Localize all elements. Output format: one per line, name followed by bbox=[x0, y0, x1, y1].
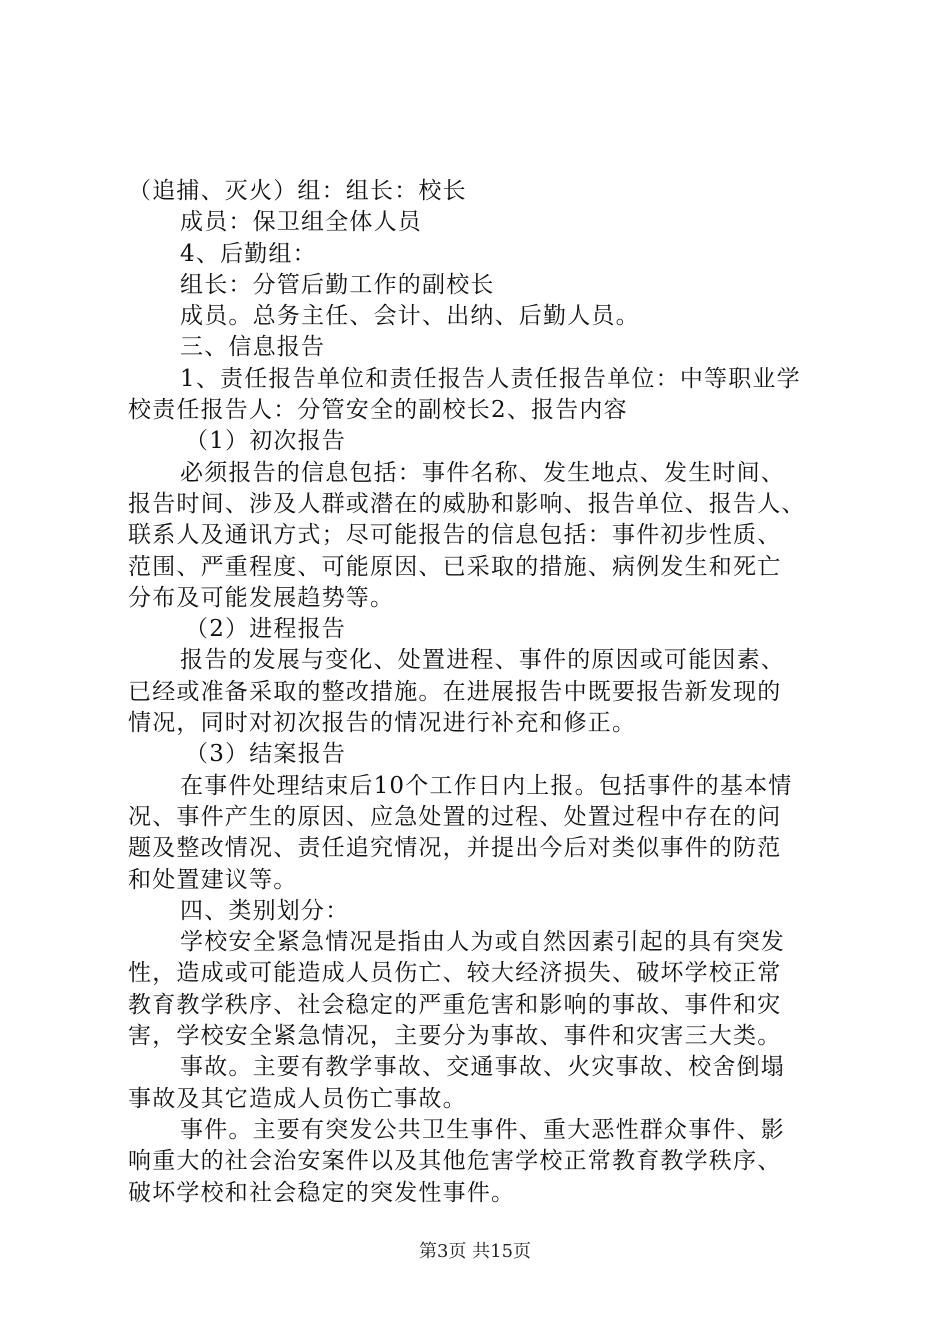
text-line: 破坏学校和社会稳定的突发性事件。 bbox=[128, 1179, 516, 1206]
text-line: 在事件处理结束后10个工作日内上报。包括事件的基本情 bbox=[180, 772, 793, 799]
text-line: 四、类别划分： bbox=[180, 897, 350, 924]
text-line: 报告的发展与变化、处置进程、事件的原因或可能因素、 bbox=[180, 647, 785, 674]
page-number-footer: 第3页 共15页 bbox=[418, 1241, 532, 1262]
text-line: 题及整改情况、责任追究情况，并提出今后对类似事件的防范 bbox=[128, 835, 782, 862]
text-line: 事故。主要有教学事故、交通事故、火灾事故、校舍倒塌 bbox=[180, 1054, 785, 1081]
text-line: 事故及其它造成人员伤亡事故。 bbox=[128, 1085, 467, 1112]
text-line: 范围、严重程度、可能原因、已采取的措施、病例发生和死亡 bbox=[128, 553, 782, 580]
text-line: 联系人及通讯方式；尽可能报告的信息包括：事件初步性质、 bbox=[128, 522, 782, 549]
text-line: 和处置建议等。 bbox=[128, 866, 298, 893]
text-line: 组长：分管后勤工作的副校长 bbox=[180, 271, 495, 298]
text-line: 情况，同时对初次报告的情况进行补充和修正。 bbox=[128, 710, 637, 737]
text-line: 必须报告的信息包括：事件名称、发生地点、发生时间、 bbox=[180, 459, 785, 486]
text-line: 响重大的社会治安案件以及其他危害学校正常教育教学秩序、 bbox=[128, 1148, 782, 1175]
text-line: （3）结案报告 bbox=[185, 741, 347, 768]
text-line: 三、信息报告 bbox=[180, 334, 326, 361]
text-line: （2）进程报告 bbox=[185, 616, 347, 643]
text-line: 分布及可能发展趋势等。 bbox=[128, 584, 395, 611]
document-body bbox=[128, 176, 834, 1209]
text-line: 成员。总务主任、会计、出纳、后勤人员。 bbox=[180, 303, 640, 330]
text-line: 校责任报告人：分管安全的副校长2、报告内容 bbox=[128, 397, 628, 424]
text-line: 成员：保卫组全体人员 bbox=[180, 209, 422, 236]
text-line: 性，造成或可能造成人员伤亡、较大经济损失、破坏学校正常 bbox=[128, 960, 782, 987]
text-line: 学校安全紧急情况是指由人为或自然因素引起的具有突发 bbox=[180, 929, 785, 956]
text-line: 害，学校安全紧急情况，主要分为事故、事件和灾害三大类。 bbox=[128, 1023, 782, 1050]
text-line: 1、责任报告单位和责任报告人责任报告单位：中等职业学 bbox=[180, 365, 801, 392]
text-line: 已经或准备采取的整改措施。在进展报告中既要报告新发现的 bbox=[128, 678, 782, 705]
text-line: 事件。主要有突发公共卫生事件、重大恶性群众事件、影 bbox=[180, 1116, 785, 1143]
text-line: 教育教学秩序、社会稳定的严重危害和影响的事故、事件和灾 bbox=[128, 991, 782, 1018]
text-line: （追捕、灭火）组：组长：校长 bbox=[128, 178, 467, 204]
text-line: （1）初次报告 bbox=[185, 428, 347, 455]
text-line: 报告时间、涉及人群或潜在的威胁和影响、报告单位、报告人、 bbox=[128, 490, 806, 517]
text-line: 4、后勤组： bbox=[180, 240, 317, 267]
text-line: 况、事件产生的原因、应急处置的过程、处置过程中存在的问 bbox=[128, 803, 782, 830]
